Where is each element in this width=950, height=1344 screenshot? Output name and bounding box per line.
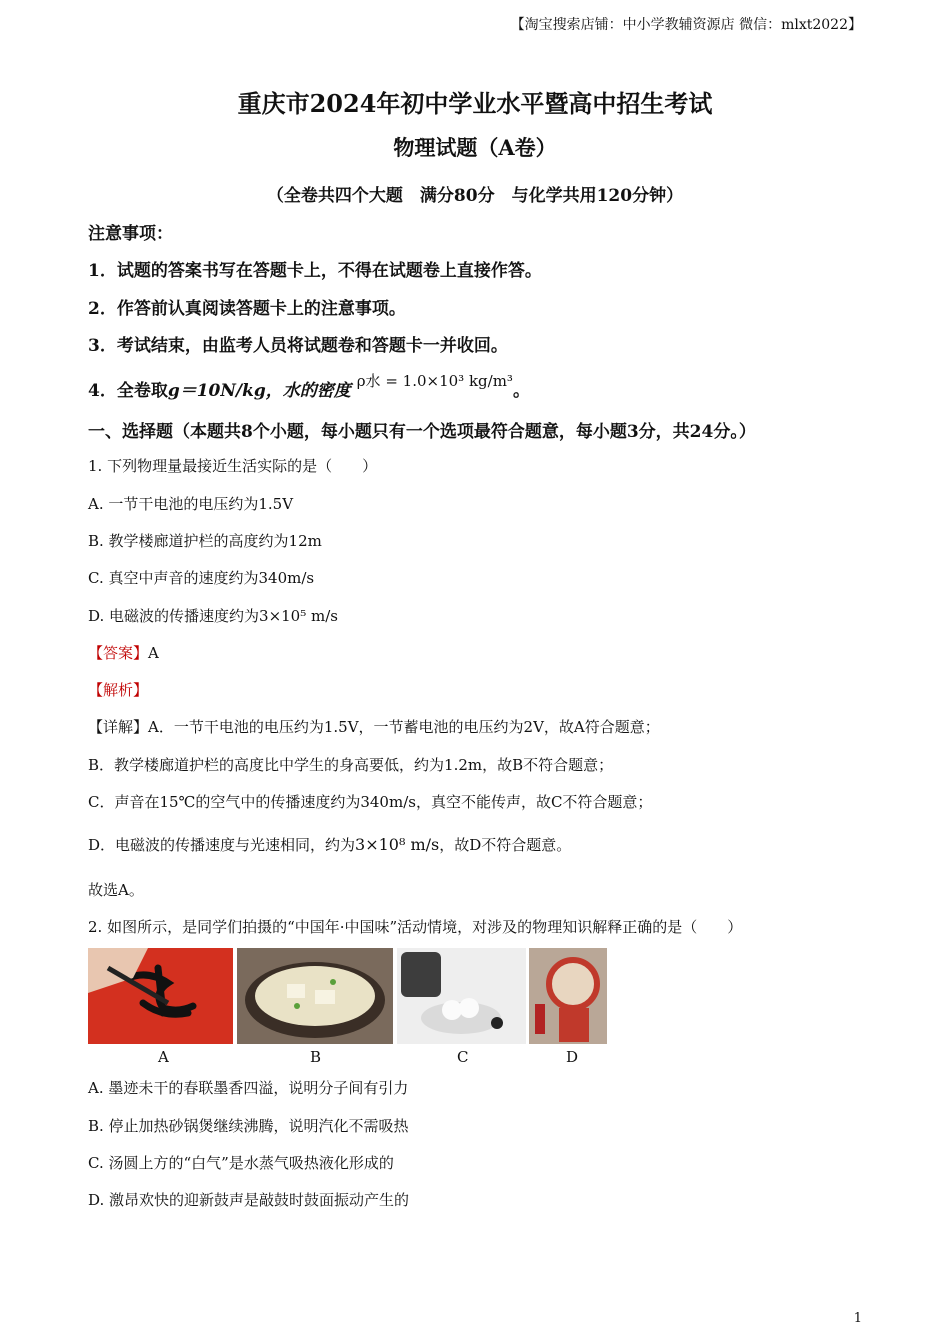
detail-a (88, 716, 660, 737)
notice-item-2: 2．作答前认真阅读答题卡上的注意事项。 (88, 299, 406, 319)
answer-value: A (148, 644, 159, 662)
detail-b: B．教学楼廊道护栏的高度比中学生的身高要低，约为1.2m，故B不符合题意； (88, 756, 614, 774)
q2-option-b: B. 停止加热砂锅煲继续沸腾，说明汽化不需吸热 (88, 1117, 409, 1135)
density-formula: ρ水 = 1.0×10³ kg/m³ (356, 372, 513, 390)
photo-soup-pot (237, 948, 393, 1044)
notice-item-4 (88, 372, 530, 401)
notice-item-4-end: 。 (512, 381, 530, 401)
notice-item-1: 1．试题的答案书写在答题卡上，不得在试题卷上直接作答。 (88, 261, 542, 281)
notice-heading: 注意事项： (88, 224, 173, 244)
detail-a-text: A．一节干电池的电压约为1.5V，一节蓄电池的电压约为2V，故A符合题意； (148, 718, 660, 736)
page-subtitle: 物理试题（A卷） (393, 135, 557, 160)
detail-d (88, 834, 571, 855)
answer-tag: 【答案】 (88, 644, 149, 662)
notice-item-4-prefix: 4．全卷取 (88, 381, 168, 401)
detail-tag: 【详解】 (88, 718, 149, 736)
section-heading: 一、选择题（本题共8个小题，每小题只有一个选项最符合题意，每小题3分，共24分。） (88, 422, 756, 442)
q2-option-d: D. 激昂欢快的迎新鼓声是敲鼓时鼓面振动产生的 (88, 1191, 410, 1209)
q2-stem: 2. 如图所示，是同学们拍摄的“中国年·中国味”活动情境，对涉及的物理知识解释正确的是（ ） (88, 918, 743, 936)
exam-info: （全卷共四个大题 满分80分 与化学共用120分钟） (266, 186, 684, 206)
detail-c: C．声音在15℃的空气中的传播速度约为340m/s，真空不能传声，故C不符合题意； (88, 793, 653, 811)
detail-d-formula: 3×10⁸ m/s (355, 835, 440, 854)
page-number: 1 (853, 1311, 862, 1326)
detail-d-suffix: ，故D不符合题意。 (439, 836, 572, 854)
photo-calligraphy (88, 948, 233, 1044)
photo-drum (529, 948, 607, 1044)
soup-pot-illustration (237, 948, 393, 1044)
q1-option-d-formula: 3×10⁵ m/s (259, 607, 338, 625)
detail-d-prefix: D．电磁波的传播速度与光速相同，约为 (88, 836, 356, 854)
q1-option-a: A. 一节干电池的电压约为1.5V (88, 495, 294, 513)
q1-option-d-prefix: D. 电磁波的传播速度约为 (88, 607, 260, 625)
conclusion: 故选A。 (88, 881, 144, 899)
photo-tangyuan (397, 948, 526, 1044)
calligraphy-illustration (88, 948, 233, 1044)
q1-answer (88, 642, 159, 663)
tangyuan-illustration (397, 948, 526, 1044)
image-label-b: B (310, 1048, 322, 1066)
analysis-tag: 【解析】 (88, 681, 149, 699)
image-label-c: C (457, 1048, 469, 1066)
q2-option-c: C. 汤圆上方的“白气”是水蒸气吸热液化形成的 (88, 1154, 394, 1172)
q1-option-c: C. 真空中声音的速度约为340m/s (88, 569, 315, 587)
page-title: 重庆市2024年初中学业水平暨高中招生考试 (237, 89, 713, 118)
drum-illustration (529, 948, 607, 1044)
q1-option-b: B. 教学楼廊道护栏的高度约为12m (88, 532, 322, 550)
notice-item-3: 3．考试结束，由监考人员将试题卷和答题卡一并收回。 (88, 336, 508, 356)
q1-stem: 1. 下列物理量最接近生活实际的是（ ） (88, 457, 378, 475)
image-label-d: D (566, 1048, 579, 1066)
notice-item-4-g: g＝10N/kg，水的密度 (167, 381, 351, 401)
q2-option-a: A. 墨迹未干的春联墨香四溢，说明分子间有引力 (88, 1079, 409, 1097)
header-note: 【淘宝搜索店铺：中小学教辅资源店 微信：mlxt2022】 (510, 17, 862, 33)
image-label-a: A (158, 1048, 169, 1066)
q1-option-d (88, 605, 338, 626)
